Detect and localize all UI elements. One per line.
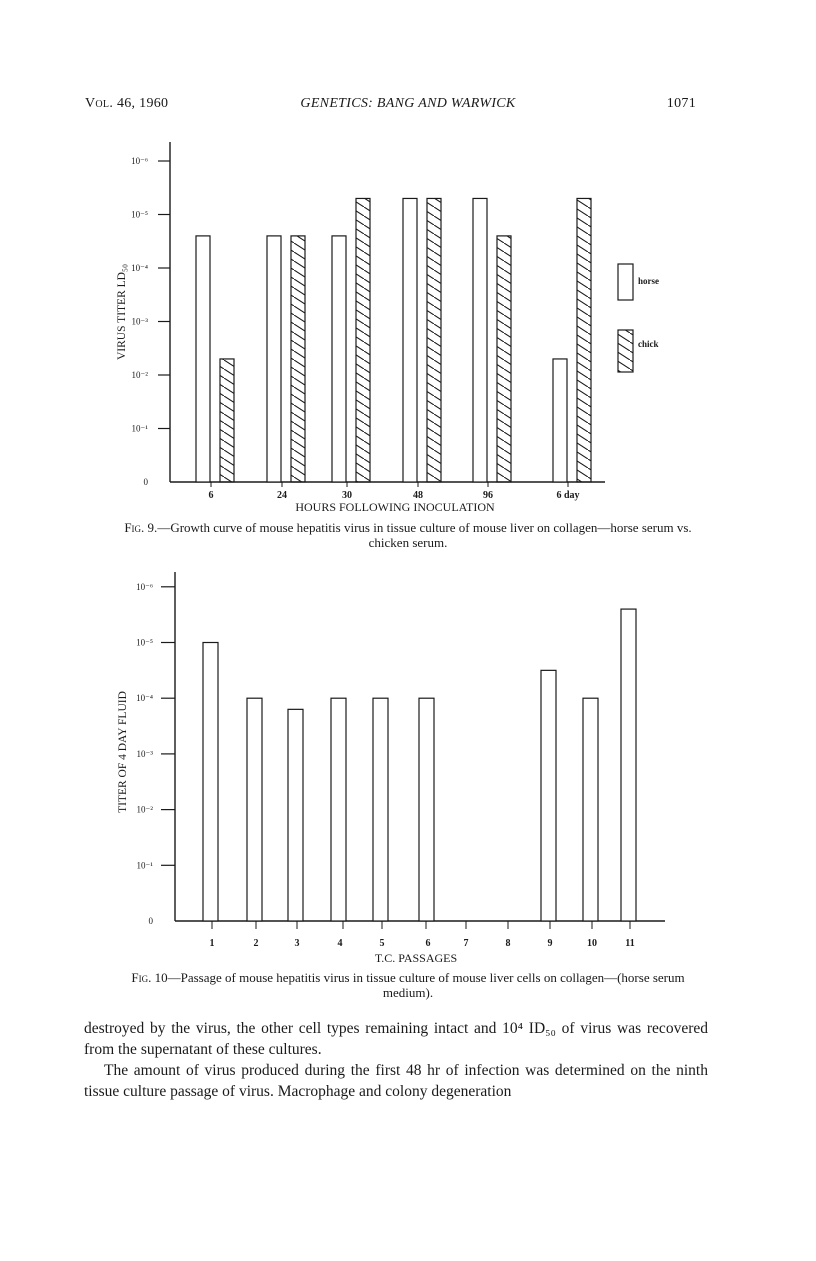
fig10-x-axis-label: T.C. PASSAGES [374,951,458,965]
fig10-bar [419,698,434,921]
figure-9-caption-text: —Growth curve of mouse hepatitis virus in tissue culture of mouse liver on collagen—horse serum vs. chicken serum. [157,520,692,550]
page-number: 1071 [666,96,696,111]
fig9-y-tick-label: 10⁻³ [131,316,148,327]
fig10-y-tick-label: 10⁻³ [136,748,153,759]
figure-10-caption [120,970,696,1000]
fig10-x-tick-label: 2 [253,938,259,949]
fig9-x-axis-label: HOURS FOLLOWING INOCULATION [295,500,495,514]
fig10-bar [247,698,262,921]
fig9-x-tick-label: 30 [342,490,352,501]
figure-10-caption-text: —Passage of mouse hepatitis virus in tissue culture of mouse liver cells on collagen—(horse serum medium). [167,970,685,1000]
fig10-bar [331,698,346,921]
fig9-y-tick-label: 10⁻⁵ [131,209,148,220]
fig9-legend-label-horse: horse [638,276,659,286]
fig10-y-tick-label: 0 [148,916,153,926]
fig10-y-tick-label: 10⁻⁵ [136,637,153,648]
fig10-y-axis-label: TITER OF 4 DAY FLUID [117,691,129,813]
fig10-x-tick-label: 3 [294,938,300,949]
fig10-bar [583,698,598,921]
fig10-y-tick-label: 10⁻¹ [136,860,153,871]
fig9-y-axis-label: VIRUS TITER LD₅₀ [116,264,128,360]
body-text [84,1018,708,1102]
fig10-x-tick-label: 8 [505,938,511,949]
fig9-y-tick-label: 0 [143,477,148,487]
fig10-bar [373,698,388,921]
fig9-x-tick-label: 6 [208,490,214,501]
fig10-bar [203,643,218,922]
fig9-x-tick-label: 24 [277,490,287,501]
fig10-y-tick-label: 10⁻⁴ [136,693,153,704]
fig10-bar [621,609,636,921]
fig10-x-tick-label: 4 [337,938,343,949]
fig10-x-tick-label: 10 [587,938,597,949]
fig10-x-tick-label: 11 [625,938,635,949]
fig9-legend-label-chick: chick [638,339,659,349]
body-paragraph-2: The amount of virus produced during the first 48 hr of infection was determined on the ninth tissue culture passage of virus. Macrophage and colony degeneration [84,1062,708,1100]
running-head-volume: Vol. 46, 1960 [85,96,169,111]
fig10-y-tick-label: 10⁻² [136,804,153,815]
fig9-x-tick-label: 6 day [556,490,580,501]
fig9-y-tick-label: 10⁻⁴ [131,263,148,273]
fig10-x-tick-label: 1 [209,938,215,949]
fig10-x-tick-label: 9 [547,938,553,949]
figure-10-caption-label: Fig. 10 [131,970,168,985]
fig10-y-tick-label: 10⁻⁶ [136,581,153,592]
body-paragraph-1: destroyed by the virus, the other cell types remaining intact and 10⁴ ID₅₀ of virus was recovered from the supernatant of these cultures. [84,1020,708,1058]
fig10-x-tick-label: 6 [425,938,431,949]
figure-9-caption-label: Fig. 9. [124,520,158,535]
fig10-x-tick-label: 5 [379,938,385,949]
fig9-x-tick-label: 96 [483,490,493,501]
fig9-y-tick-label: 10⁻² [131,370,148,380]
fig9-y-tick-label: 10⁻⁶ [131,156,148,166]
fig10-x-tick-label: 7 [463,938,469,949]
fig10-bar [541,670,556,921]
running-head-title: GENETICS: BANG AND WARWICK [300,96,516,111]
fig9-y-tick-label: 10⁻¹ [131,423,148,434]
fig10-bar [288,709,303,921]
fig9-x-tick-label: 48 [413,490,423,501]
